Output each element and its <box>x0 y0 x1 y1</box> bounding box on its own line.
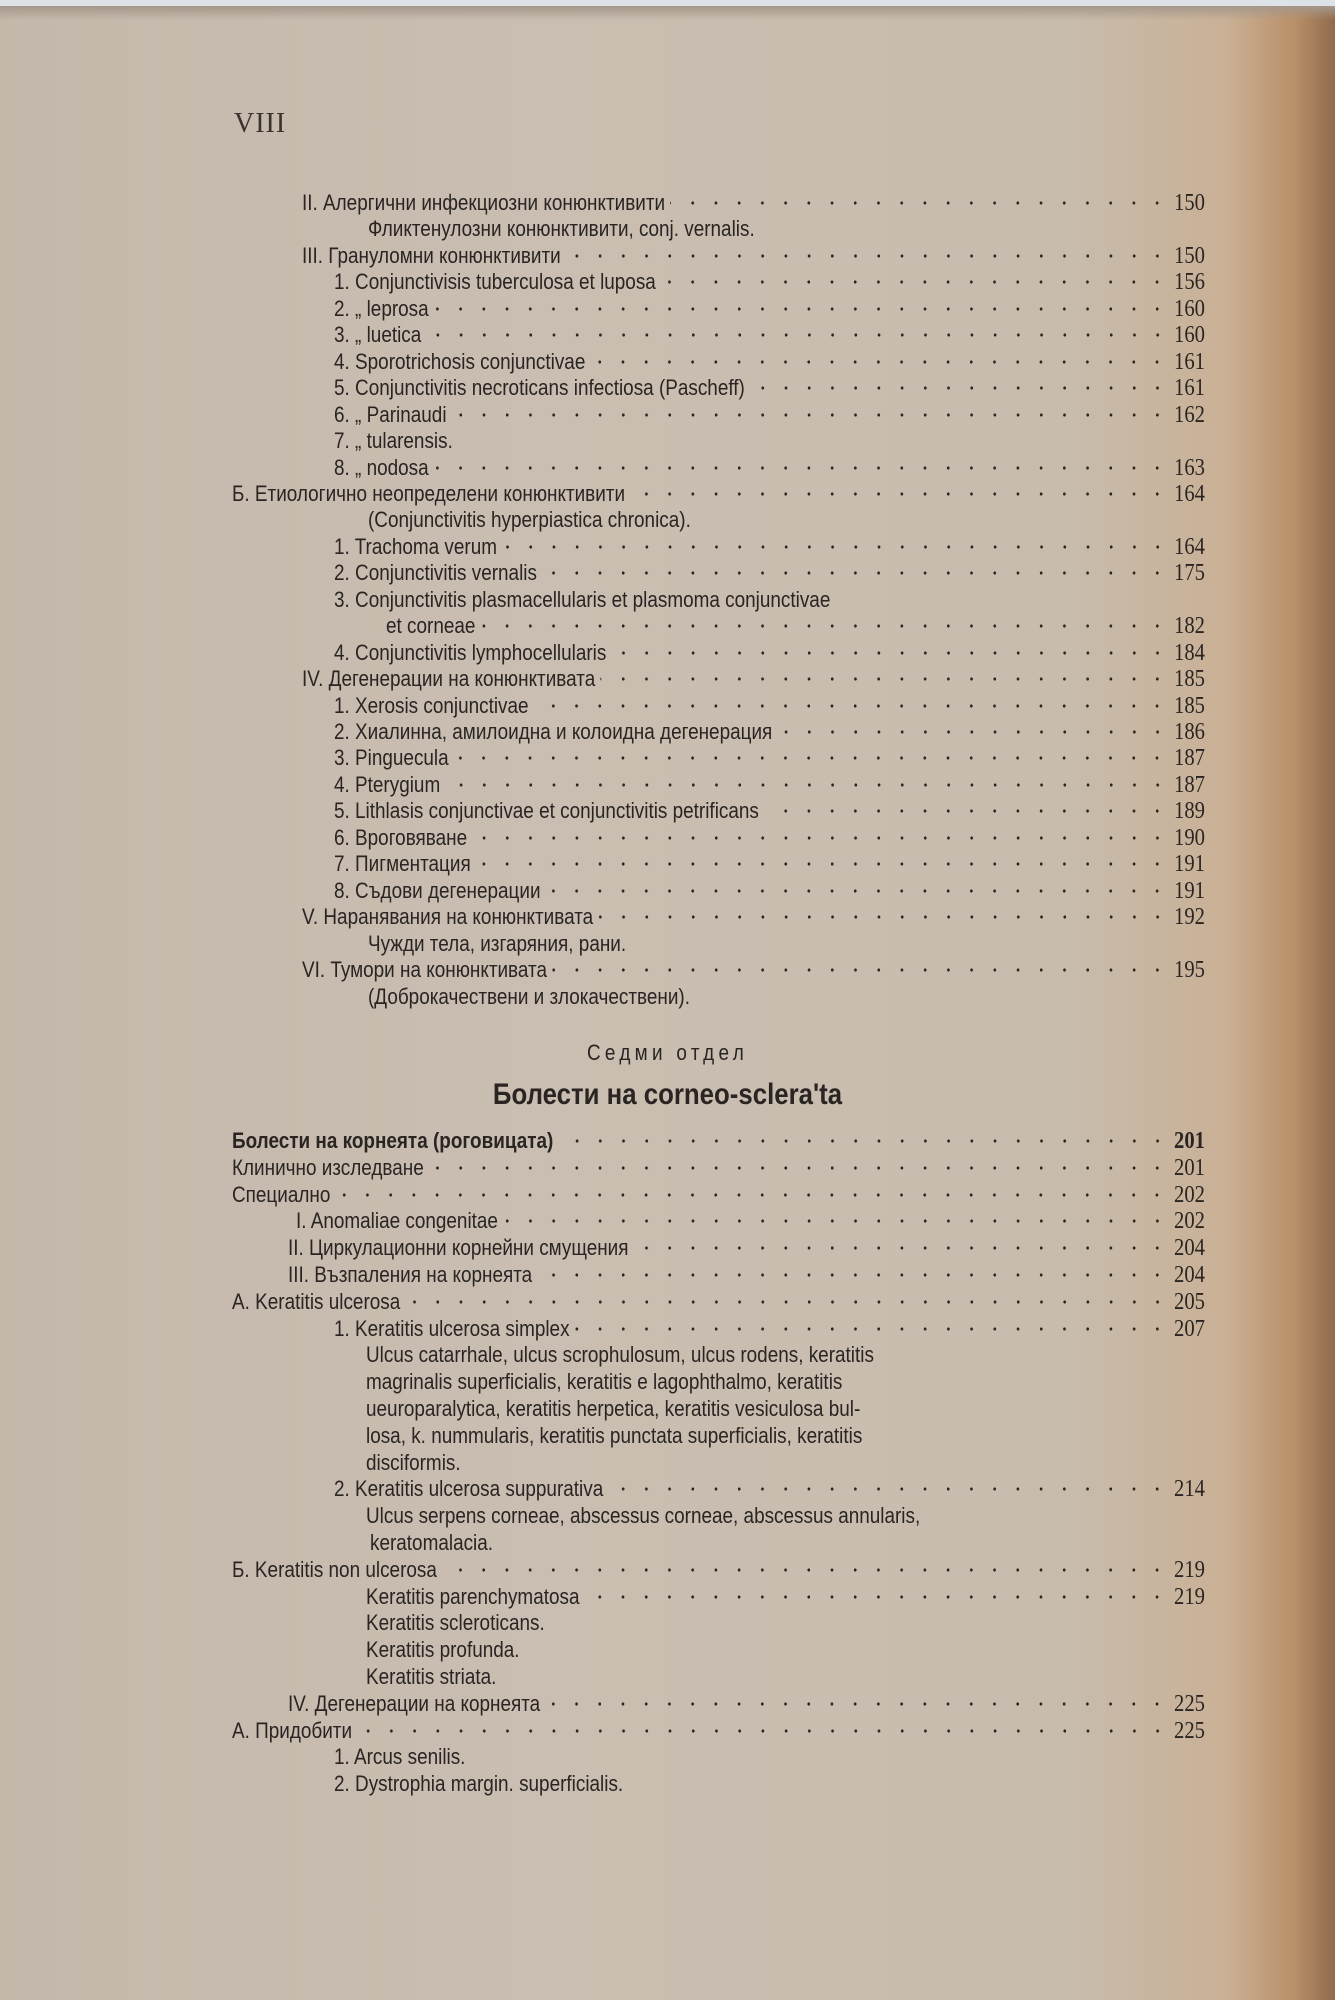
dot-leader <box>552 968 1169 972</box>
section-title: Болести на corneo-sclera'ta <box>492 1078 843 1111</box>
toc-entry-title: Болести на корнеята (роговицата) <box>232 1128 554 1153</box>
toc-page-number: 202 <box>1174 1208 1205 1235</box>
toc-entry <box>334 878 1205 904</box>
toc-entry-title: V. Наранявания на конюнктивата <box>302 904 594 930</box>
toc-entry-title: et corneae <box>386 613 476 639</box>
toc-entry-title: 7. „ tularensis. <box>334 428 453 454</box>
toc-entry-title: Фликтенулозни конюнктивити, conj. vernalis. <box>368 216 755 242</box>
dot-leader <box>575 1327 1169 1331</box>
toc-page-number: 191 <box>1174 877 1205 904</box>
toc-page-number: 160 <box>1174 295 1205 322</box>
toc-entry-title: losa, k. nummularis, keratitis punctata superficialis, keratitis <box>366 1422 863 1448</box>
toc-entry-title: 1. Arcus senilis. <box>334 1744 466 1770</box>
toc-entry-title: 7. Пигментация <box>334 851 471 877</box>
toc-page-number: 201 <box>1174 1128 1205 1154</box>
page-number: VIII <box>234 108 287 139</box>
toc-page-number: 164 <box>1174 480 1205 507</box>
toc-entry <box>334 1476 1205 1502</box>
toc-entry-title: VI. Тумори на конюнктивата <box>302 957 547 983</box>
toc-page-number: 182 <box>1174 613 1205 640</box>
toc-entry <box>334 1771 1205 1797</box>
toc-entry <box>368 216 1205 242</box>
toc-entry <box>334 322 1205 348</box>
toc-entry <box>334 534 1205 560</box>
toc-entry <box>302 190 1205 216</box>
toc-entry-title: Ulcus catarrhale, ulcus scrophulosum, ulcus rodens, keratitis <box>366 1342 874 1368</box>
toc-page-number: 185 <box>1174 692 1205 719</box>
dot-leader <box>585 1595 1169 1599</box>
toc-entry <box>334 719 1205 745</box>
dot-leader <box>608 1487 1168 1491</box>
dot-leader <box>634 1246 1169 1250</box>
toc-entry <box>368 984 1205 1010</box>
section-label: Седми отдел <box>586 1040 749 1065</box>
dot-leader <box>472 836 1169 840</box>
toc-entry <box>334 428 1205 454</box>
toc-entry <box>302 666 1205 692</box>
toc-entry <box>370 1530 1205 1556</box>
toc-entry <box>232 1718 1205 1744</box>
dot-leader <box>777 730 1168 734</box>
dot-leader <box>442 1568 1169 1572</box>
toc-entry-title: Б. Етиологично неопределени конюнктивити <box>232 480 626 506</box>
toc-entry-title: А. Придобити <box>232 1717 353 1743</box>
toc-entry-title: (Conjunctivitis hyperpiastica chronica). <box>368 507 691 533</box>
toc-entry <box>366 1423 1205 1449</box>
toc-entry <box>366 1342 1205 1368</box>
dot-leader <box>502 545 1169 549</box>
toc-entry <box>334 772 1205 798</box>
toc-entry <box>334 587 1205 613</box>
toc-entry <box>334 640 1205 666</box>
toc-page-number: 163 <box>1174 454 1205 481</box>
toc-page-number: 205 <box>1174 1288 1205 1315</box>
toc-entry <box>366 1396 1205 1422</box>
toc-page-number: 185 <box>1174 666 1205 693</box>
dot-leader <box>481 624 1169 628</box>
toc-entry <box>334 269 1205 295</box>
toc-entry-title: I. Anomaliae congenitae <box>296 1208 498 1234</box>
toc-entry-title: 1. Trachoma verum <box>334 533 497 559</box>
dot-leader <box>612 651 1169 655</box>
toc-entry-title: 5. Lithlasis conjunctivae et conjunctivitis petrificans <box>334 798 759 824</box>
dot-leader <box>558 1139 1168 1143</box>
toc-entry-title: Клинично изследване <box>232 1154 424 1180</box>
toc-entry <box>232 1182 1205 1208</box>
dot-leader <box>750 386 1169 390</box>
toc-page-number: 164 <box>1174 533 1205 560</box>
toc-entry-title: 2. Dystrophia margin. superficialis. <box>334 1771 624 1797</box>
toc-entry-title: III. Грануломни конюнктивити <box>302 242 561 268</box>
toc-page-number: 225 <box>1174 1717 1205 1744</box>
toc-page-number: 207 <box>1174 1315 1205 1342</box>
toc-entry-title: Keratitis scleroticans. <box>366 1610 545 1636</box>
dot-leader <box>434 307 1169 311</box>
dot-leader <box>566 254 1169 258</box>
dot-leader <box>546 889 1169 893</box>
toc-page-number: 160 <box>1174 322 1205 349</box>
dot-leader <box>434 466 1169 470</box>
toc-page-number: 214 <box>1174 1476 1205 1503</box>
toc-entry-title: Keratitis parenchymatosa <box>366 1583 580 1609</box>
toc-entry <box>302 904 1205 930</box>
toc-entry-title: IV. Дегенерации на конюнктивата <box>302 666 596 692</box>
toc-entry-title: 2. Keratitis ulcerosa suppurativa <box>334 1476 604 1502</box>
toc-entry <box>334 798 1205 824</box>
toc-entry-title: Ulcus serpens corneae, abscessus corneae, abscessus annularis, <box>366 1503 921 1529</box>
toc-entry <box>366 1369 1205 1395</box>
toc-page-number: 161 <box>1174 348 1205 375</box>
toc-entry-title: 3. Conjunctivitis plasmacellularis et plasmoma conjunctivae <box>334 586 831 612</box>
toc-entry-title: ueuroparalytica, keratitis herpetica, keratitis vesiculosa bul- <box>366 1396 861 1421</box>
toc-entry <box>302 243 1205 269</box>
toc-page-number: 187 <box>1174 745 1205 772</box>
dot-leader <box>336 1193 1169 1197</box>
toc-entry-title: 1. Keratitis ulcerosa simplex <box>334 1315 570 1341</box>
toc-entry-title: 4. Sporotrichosis conjunctivae <box>334 348 586 374</box>
toc-page-number: 195 <box>1174 957 1205 984</box>
dot-leader <box>598 915 1169 919</box>
toc-page-number: 204 <box>1174 1235 1205 1262</box>
toc-entry-title: Keratitis striata. <box>366 1664 497 1689</box>
toc-entry-title: 3. „ luetica <box>334 322 422 348</box>
toc-entry-title: 6. „ Parinaudi <box>334 401 447 427</box>
toc-entry-title: 1. Xerosis conjunctivae <box>334 692 529 718</box>
dot-leader <box>670 201 1169 205</box>
toc-entry <box>288 1262 1205 1288</box>
dot-leader <box>476 862 1169 866</box>
toc-entry <box>232 1557 1205 1583</box>
toc-page-number: 184 <box>1174 639 1205 666</box>
toc-entry-title: 5. Conjunctivitis necroticans infectiosa (Pascheff) <box>334 375 745 401</box>
toc-entry-title: II. Циркулационни корнейни смущения <box>288 1235 629 1261</box>
toc-entry-title: А. Keratitis ulcerosa <box>232 1288 401 1314</box>
toc-page-number: 150 <box>1174 242 1205 269</box>
toc-page-number: 191 <box>1174 851 1205 878</box>
toc-entry <box>334 851 1205 877</box>
toc-page-number: 204 <box>1174 1262 1205 1288</box>
toc-entry-title: 1. Conjunctivisis tuberculosa et luposa <box>334 269 656 295</box>
toc-entry-title: Б. Keratitis non ulcerosa <box>232 1556 437 1582</box>
dot-leader <box>545 1702 1169 1706</box>
toc-page-number: 225 <box>1174 1690 1205 1717</box>
dot-leader <box>452 413 1169 417</box>
toc-page-number: 186 <box>1174 719 1205 745</box>
toc-page-number: 219 <box>1174 1583 1205 1610</box>
toc-entry <box>232 1128 1205 1154</box>
toc-page-number: 175 <box>1174 560 1205 587</box>
toc-entry-title: 2. Хиалинна, амилоидна и колоидна дегенерация <box>334 719 773 744</box>
toc-entry-title: 2. Conjunctivitis vernalis <box>334 560 537 586</box>
toc-entry <box>296 1208 1205 1234</box>
dot-leader <box>542 571 1169 575</box>
dot-leader <box>357 1729 1169 1733</box>
toc-entry-title: III. Възпаления на корнеята <box>288 1262 533 1287</box>
toc-entry <box>366 1450 1205 1476</box>
toc-entry-title: 8. „ nodosa <box>334 454 429 480</box>
toc-entry-title: magrinalis superficialis, keratitis e lagophthalmo, keratitis <box>366 1369 843 1395</box>
toc-entry-title: 3. Pinguecula <box>334 745 449 771</box>
toc-entry <box>366 1610 1205 1636</box>
toc-entry <box>368 507 1205 533</box>
toc-entry-title: IV. Дегенерации на корнеята <box>288 1690 541 1716</box>
toc-entry <box>366 1664 1205 1690</box>
dot-leader <box>429 1166 1169 1170</box>
toc-page-number: 201 <box>1174 1154 1205 1181</box>
toc-page-number: 162 <box>1174 401 1205 428</box>
toc-page-number: 161 <box>1174 375 1205 402</box>
toc-entry-title: 6. Вроговяване <box>334 824 468 850</box>
toc-entry <box>386 613 1205 639</box>
toc-entry <box>334 693 1205 719</box>
dot-leader <box>454 756 1169 760</box>
dot-leader <box>534 704 1169 708</box>
dot-leader <box>503 1219 1169 1223</box>
toc-entry-title: (Доброкачествени и злокачествени). <box>368 983 690 1009</box>
toc-entry <box>366 1503 1205 1529</box>
toc-entry <box>334 455 1205 481</box>
toc-page-number: 190 <box>1174 824 1205 851</box>
toc-entry-title: disciformis. <box>366 1449 461 1475</box>
toc-page-number: 187 <box>1174 771 1205 798</box>
toc-page-number: 219 <box>1174 1556 1205 1583</box>
toc-entry-title: 2. „ leprosa <box>334 295 429 321</box>
toc-entry-title: Специално <box>232 1181 331 1207</box>
toc-entry <box>334 375 1205 401</box>
toc-entry-title: 8. Съдови дегенерации <box>334 877 541 903</box>
toc-entry-title: II. Алергични инфекциозни конюнктивити <box>302 190 666 215</box>
toc-entry <box>232 1155 1205 1181</box>
toc-entry <box>288 1235 1205 1261</box>
dot-leader <box>405 1300 1168 1304</box>
dot-leader <box>426 333 1168 337</box>
dot-leader <box>600 677 1169 681</box>
dot-leader <box>591 360 1169 364</box>
toc-page-number: 192 <box>1174 904 1205 931</box>
toc-page-number: 156 <box>1174 269 1205 296</box>
toc-entry <box>334 402 1205 428</box>
toc-page-number: 189 <box>1174 798 1205 825</box>
toc-entry <box>334 1316 1205 1342</box>
dot-leader <box>537 1273 1168 1277</box>
toc-entry <box>302 957 1205 983</box>
dot-leader <box>445 783 1169 787</box>
toc-entry-title: Keratitis profunda. <box>366 1637 520 1663</box>
toc-entry <box>334 349 1205 375</box>
toc-entry <box>368 931 1205 957</box>
toc-entry-title: 4. Pterygium <box>334 771 441 797</box>
toc-entry <box>334 825 1205 851</box>
toc-page-number: 202 <box>1174 1181 1205 1208</box>
toc-entry <box>288 1691 1205 1717</box>
toc-entry <box>366 1584 1205 1610</box>
toc-entry <box>334 745 1205 771</box>
toc-entry <box>334 296 1205 322</box>
toc-entry <box>334 560 1205 586</box>
dot-leader <box>630 492 1169 496</box>
dot-leader <box>661 280 1169 284</box>
toc-entry-title: Чужди тела, изгаряния, рани. <box>368 930 627 956</box>
toc-entry-title: keratomalacia. <box>370 1530 494 1555</box>
toc-entry <box>232 1289 1205 1315</box>
toc-entry <box>366 1637 1205 1663</box>
toc-entry <box>232 481 1205 507</box>
dot-leader <box>764 809 1169 813</box>
toc-entry <box>334 1744 1205 1770</box>
toc-entry-title: 4. Conjunctivitis lymphocellularis <box>334 639 607 665</box>
toc-page-number: 150 <box>1174 190 1205 216</box>
